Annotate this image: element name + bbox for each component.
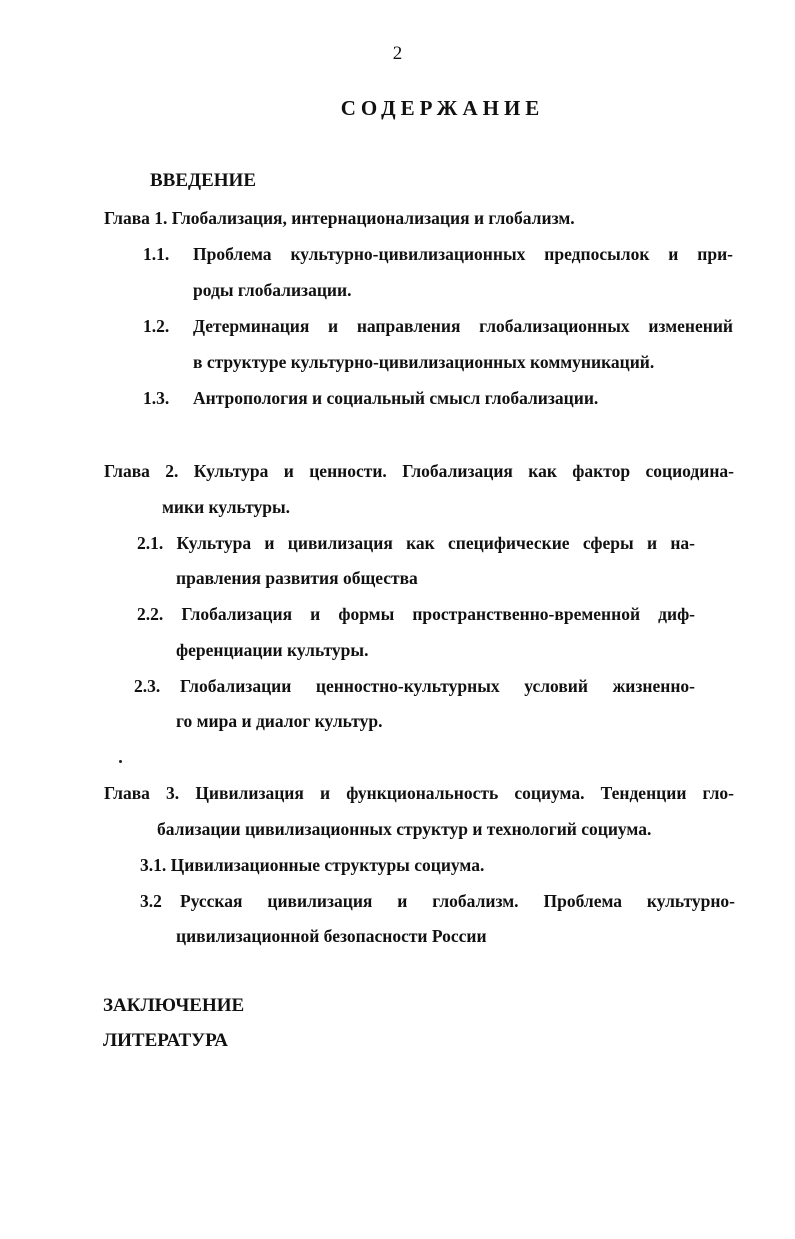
toc-section-2-3-number: 2.3. xyxy=(134,676,161,696)
toc-chapter-3-title-line2: бализации цивилизационных структур и технологий социума. xyxy=(157,819,652,839)
toc-section-2-2-line1: 2.2. Глобализация и формы пространственно-временной диф- xyxy=(137,604,695,624)
toc-section-2-3-line2: го мира и диалог культур. xyxy=(176,711,383,731)
toc-section-2-2-line2: ференциации культуры. xyxy=(176,640,369,660)
toc-section-1-2-number: 1.2. xyxy=(143,316,170,336)
stray-dot xyxy=(119,760,122,763)
toc-chapter-2-title-line2: мики культуры. xyxy=(162,497,290,517)
page-number: 2 xyxy=(392,43,403,64)
toc-section-1-1-line2: роды глобализации. xyxy=(193,280,352,300)
toc-conclusion: ЗАКЛЮЧЕНИЕ xyxy=(103,995,245,1016)
page-title: СОДЕРЖАНИЕ xyxy=(340,96,545,120)
toc-introduction: ВВЕДЕНИЕ xyxy=(150,170,256,191)
toc-section-1-3-line1: Антропология и социальный смысл глобализации. xyxy=(193,388,599,408)
toc-section-3-1-line1: 3.1. Цивилизационные структуры социума. xyxy=(140,855,485,875)
toc-section-1-1-line1: Проблема культурно-цивилизационных предпосылок и при- xyxy=(193,244,733,264)
toc-section-3-2-line1: Русская цивилизация и глобализм. Проблема культурно- xyxy=(180,891,735,911)
toc-section-1-3-number: 1.3. xyxy=(143,388,170,408)
toc-literature: ЛИТЕРАТУРА xyxy=(103,1030,229,1051)
toc-section-3-2-line2: цивилизационной безопасности России xyxy=(176,926,487,946)
toc-section-1-1-number: 1.1. xyxy=(143,244,170,264)
toc-section-1-2-line1: Детерминация и направления глобализационных изменений xyxy=(193,316,733,336)
toc-section-3-2-number: 3.2 xyxy=(140,891,162,911)
toc-section-2-1-line2: правления развития общества xyxy=(176,568,418,588)
toc-chapter-2-title-line1: Глава 2. Культура и ценности. Глобализация как фактор социодина- xyxy=(104,461,734,481)
toc-section-2-1-line1: 2.1. Культура и цивилизация как специфические сферы и на- xyxy=(137,533,695,553)
toc-section-2-3-line1: Глобализации ценностно-культурных условий жизненно- xyxy=(180,676,695,696)
toc-chapter-3-title-line1: Глава 3. Цивилизация и функциональность социума. Тенденции гло- xyxy=(104,783,734,803)
toc-section-1-2-line2: в структуре культурно-цивилизационных коммуникаций. xyxy=(193,352,655,372)
toc-chapter-1-title: Глава 1. Глобализация, интернационализация и глобализм. xyxy=(104,208,575,228)
